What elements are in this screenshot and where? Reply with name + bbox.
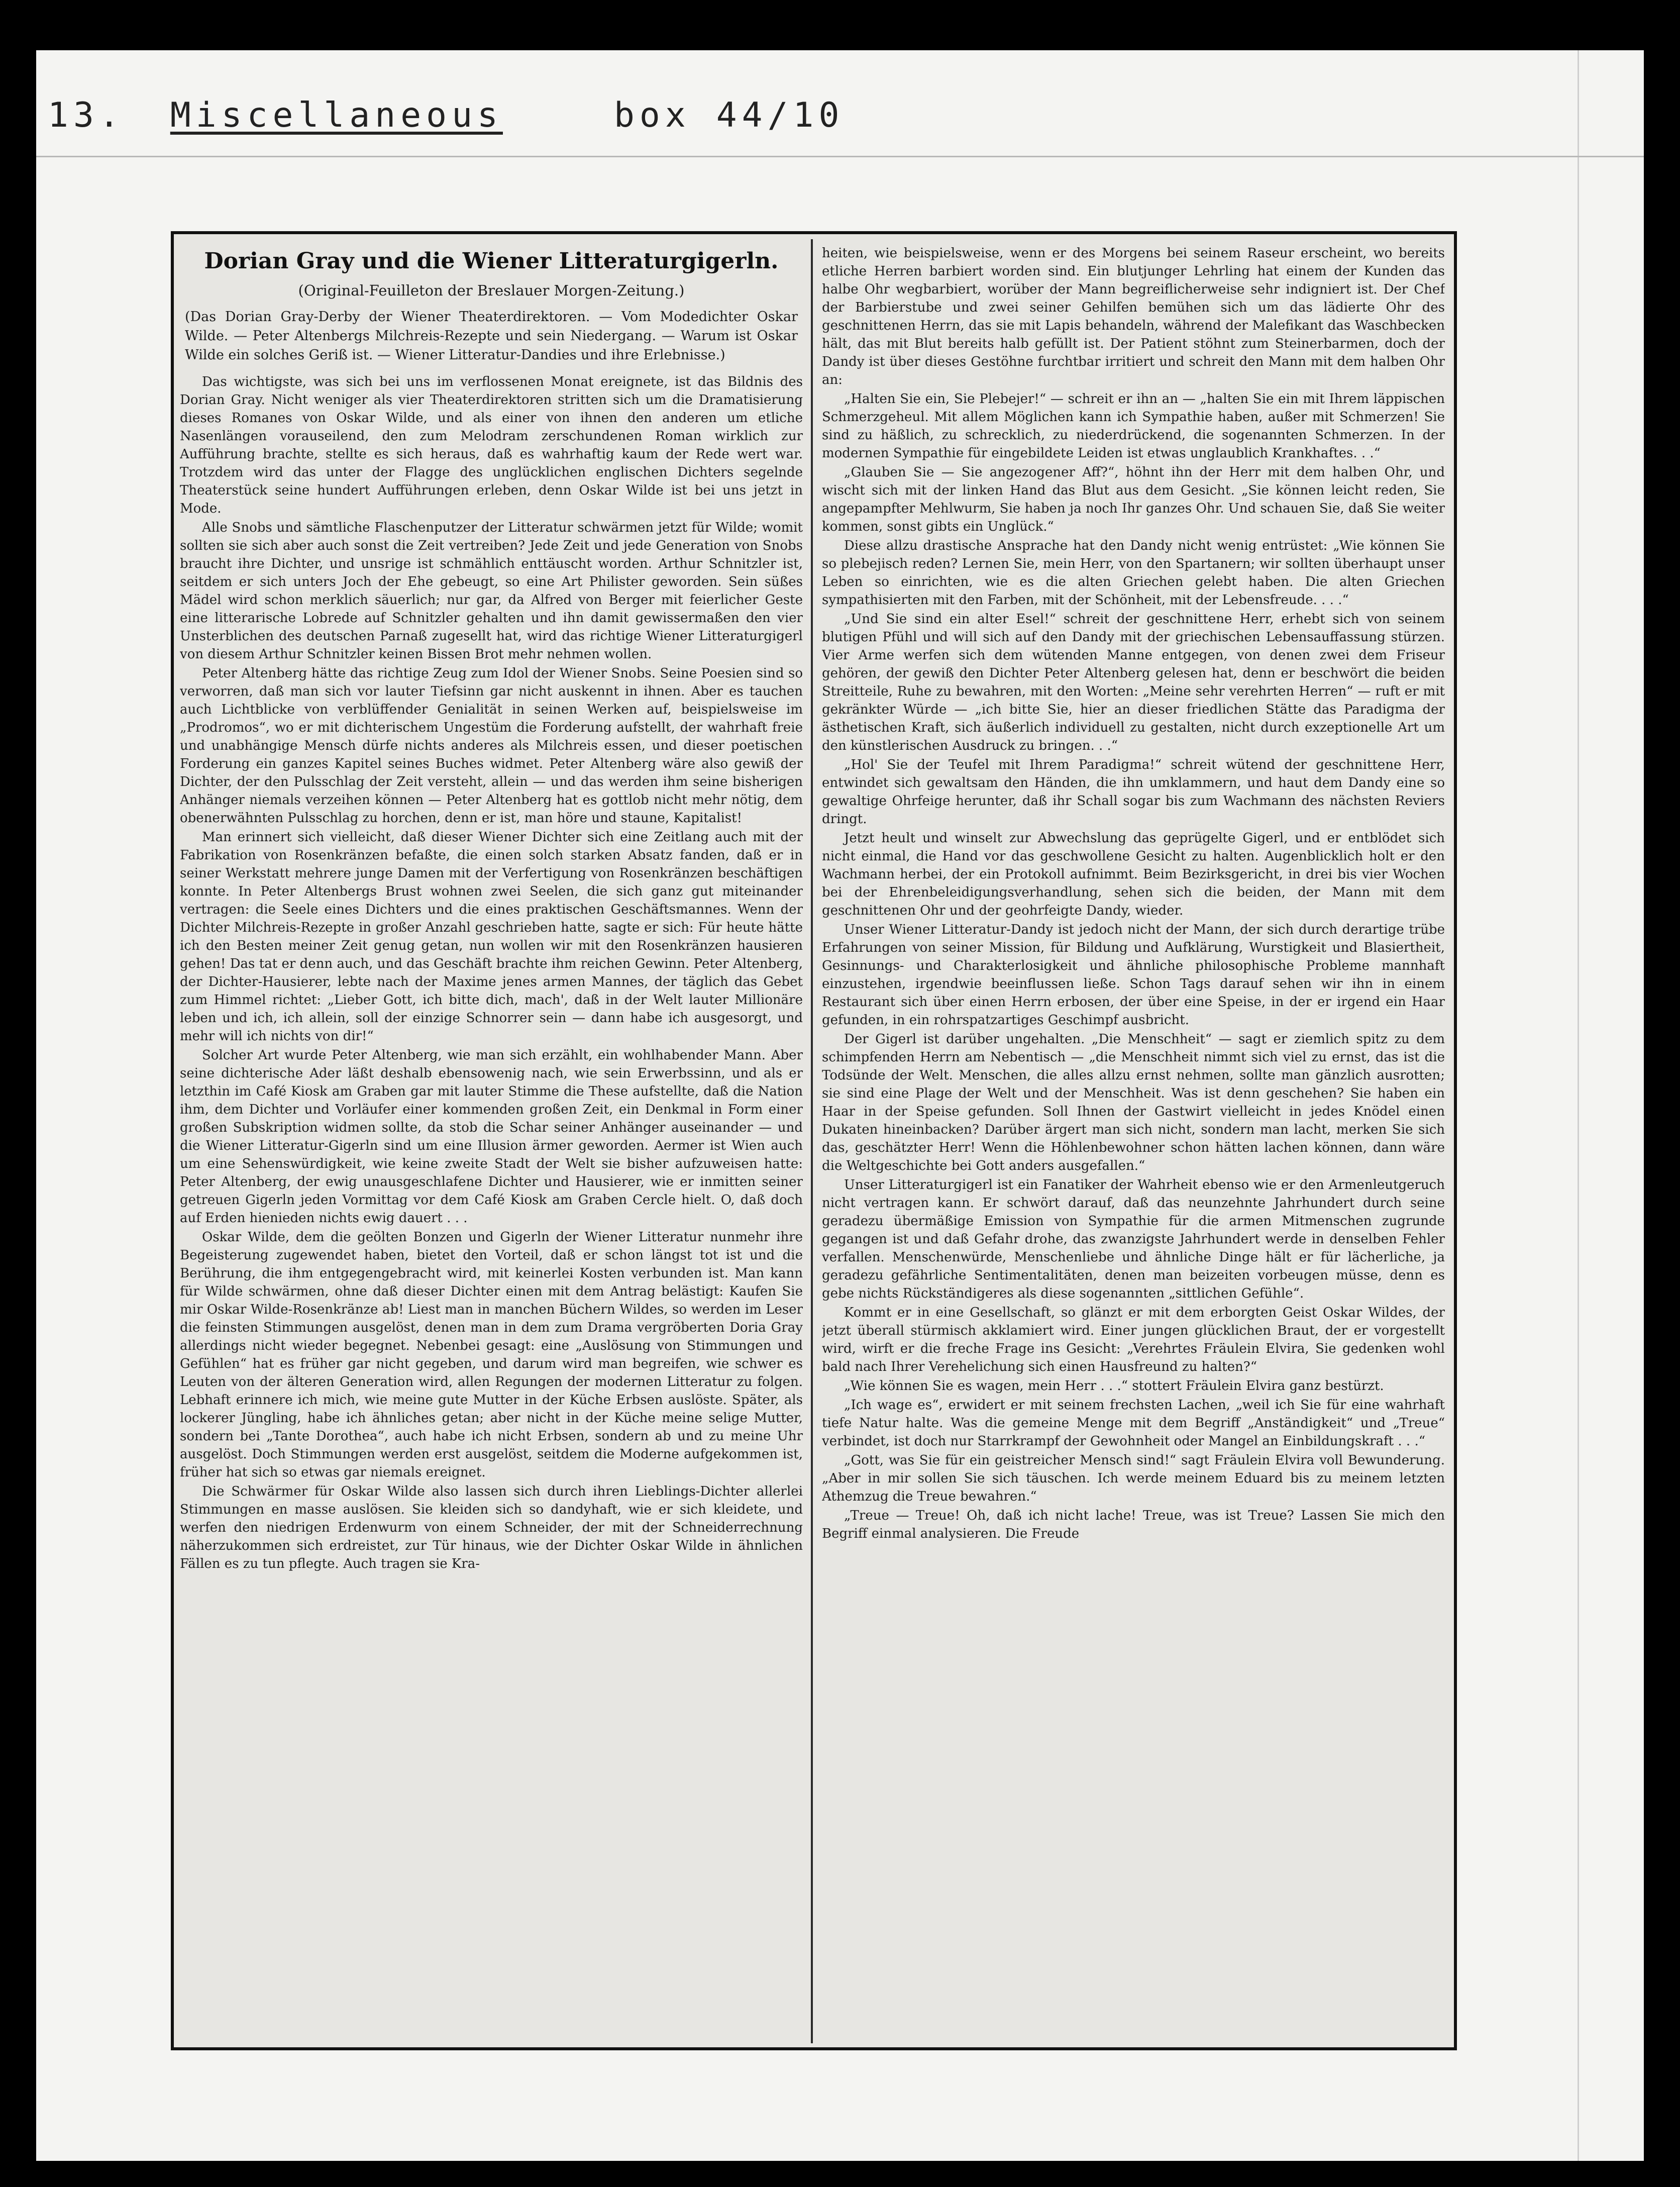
folder-number: 13.	[48, 95, 125, 135]
paragraph: Peter Altenberg hätte das richtige Zeug zum Idol der Wiener Snobs. Seine Poesien sind so verworren, daß man sich vor lauter Tiefsinn gar nicht auskennt in ihnen. Aber es tauchen auch Lichtblicke von verblüffender Genialität in seinen Werken auf, beispielsweise im „Prodromos“, wo er mit dichterischem Ungestüm die Forderung aufstellt, der wahrhaft freie und unabhängige Mensch dürfe nichts anderes als Milchreis essen, und dieser poetischen Forderung ein ganzes Kapitel seines Buches widmet. Peter Altenberg wäre also gewiß der Dichter, der den Pulsschlag der Zeit versteht, allein — und das werden ihm seine bisherigen Anhänger niemals verzeihen können — Peter Altenberg hat es gottlob nicht mehr nötig, dem obenerwähnten Pulsschlag zu horchen, denn er ist, man höre und staune, Kapitalist!	[180, 666, 803, 826]
paragraph: Man erinnert sich vielleicht, daß dieser Wiener Dichter sich eine Zeitlang auch mit der Fabrikation von Rosenkränzen befaßte, die einen solch starken Absatz fanden, daß er in seiner Werkstatt mehrere junge Damen mit der Verfertigung von Rosenkränzen beschäftigen konnte. In Peter Altenbergs Brust wohnen zwei Seelen, die sich ganz gut miteinander vertragen: die Seele eines Dichters und die eines praktischen Geschäftsmannes. Wenn der Dichter Milchreis-Rezepte in großer Anzahl geschrieben hatte, sagte er sich: Für heute hätte ich den Besten meiner Zeit genug getan, nun wollen wir mit den Rosenkränzen hausieren gehen! Das tat er denn auch, und das Geschäft brachte ihm reichen Gewinn. Peter Altenberg, der Dichter-Hausierer, lebte nach der Maxime jenes armen Mannes, der täglich das Gebet zum Himmel richtet: „Lieber Gott, ich bitte dich, mach', daß in der Welt lauter Millionäre leben und ich, ich allein, soll der einzige Schnorrer sein — dann habe ich ausgesorgt, und mehr will ich nichts von dir!“	[180, 830, 803, 1044]
category-label: Miscellaneous	[170, 95, 503, 135]
paragraph: Unser Wiener Litteratur-Dandy ist jedoch nicht der Mann, der sich durch derartige trübe Erfahrungen von seiner Mission, für Bildung und Aufklärung, Wurstigkeit und Blasiertheit, Gesinnungs- und Charakterlosigkeit und ähnliche philosophische Probleme mannhaft einzustehen, irgendwie beeinflussen ließe. Schon Tags darauf sehen wir ihn in einem Restaurant sich über einen Herrn erbosen, der über eine Speise, in der er irgend ein Haar gefunden, in ein rohrspatzartiges Geschimpf ausbricht.	[822, 922, 1445, 1028]
paragraph: Diese allzu drastische Ansprache hat den Dandy nicht wenig entrüstet: „Wie können Sie so plebejisch reden? Lernen Sie, mein Herr, von den Spartanern; wir sollten überhaupt unser Leben so einrichten, wie es die alten Griechen gelebt haben. Die alten Griechen sympathisierten mit den Farben, mit der Schönheit, mit der Lebensfreude. . . .“	[822, 538, 1445, 608]
paragraph: „Treue — Treue! Oh, daß ich nicht lache! Treue, was ist Treue? Lassen Sie mich den Begriff einmal analysieren. Die Freude	[822, 1508, 1445, 1541]
left-column	[180, 244, 803, 2033]
paragraph: „Wie können Sie es wagen, mein Herr . . .“ stottert Fräulein Elvira ganz bestürzt.	[844, 1378, 1384, 1394]
archive-header	[48, 95, 844, 135]
paragraph: „Ich wage es“, erwidert er mit seinem frechsten Lachen, „weil ich Sie für eine wahrhaft tiefe Natur halte. Was die gemeine Menge mit dem Begriff „Anständigkeit“ und „Treue“ verbindet, ist doch nur Starrkrampf der Gewohnheit oder Mangel an Einbildungskraft . . .“	[822, 1398, 1445, 1449]
paragraph: „Hol' Sie der Teufel mit Ihrem Paradigma!“ schreit wütend der geschnittene Herr, entwindet sich gewaltsam den Händen, die ihn umklammern, und haut dem Dandy eine so gewaltige Ohrfeige herunter, daß ihr Schall sogar bis zum Wachmann des nächsten Reviers dringt.	[822, 757, 1445, 827]
header-divider	[36, 156, 1644, 157]
paragraph: Jetzt heult und winselt zur Abwechslung das geprügelte Gigerl, und er entblödet sich nicht einmal, die Hand vor das geschwollene Gesicht zu halten. Augenblicklich holt er den Wachmann herbei, der ein Protokoll aufnimmt. Beim Bezirksgericht, in drei bis vier Wochen bei der Ehrenbeleidigungsverhandlung, sehen sich die beiden, der Mann mit dem geschnittenen Ohr und der geohrfeigte Dandy, wieder.	[822, 831, 1445, 918]
paragraph: Oskar Wilde, dem die geölten Bonzen und Gigerln der Wiener Litteratur nunmehr ihre Begeisterung zugewendet haben, bietet den Vorteil, daß er schon längst tot ist und die Berührung, die ihm entgegengebracht wird, mit keinerlei Kosten verbunden ist. Man kann für Wilde schwärmen, ohne daß dieser Dichter einen mit dem Antrag belästigt: Kaufen Sie mir Oskar Wilde-Rosenkränze ab! Liest man in manchen Büchern Wildes, so werden im Leser die feinsten Stimmungen ausgelöst, denen man in dem zum Drama vergröberten Doria Gray allerdings nicht wieder begegnet. Nebenbei gesagt: eine „Auslösung von Stimmungen und Gefühlen“ hat es früher gar nicht gegeben, und darum wird man begreifen, wie schwer es Leuten von der älteren Generation wird, allen Regungen der modernen Litteratur zu folgen. Lebhaft erinnere ich mich, wie meine gute Mutter in der Küche Erbsen auslöste. Später, als lockerer Jüngling, habe ich ähnliches getan; aber nicht in der Küche meine selige Mutter, sondern bei „Tante Dorothea“, auch habe ich nicht Erbsen, sondern ab und zu meine Uhr ausgelöst. Doch Stimmungen werden erst ausgelöst, seitdem die Moderne aufgekommen ist, früher hat sich so etwas gar niemals ereignet.	[180, 1230, 803, 1480]
article-title: Dorian Gray und die Wiener Litteraturgigerln.	[204, 248, 779, 274]
paragraph: Die Schwärmer für Oskar Wilde also lassen sich durch ihren Lieblings-Dichter allerlei Stimmungen en masse auslösen. Sie kleiden sich so dandyhaft, wie er sich kleidete, und werfen den niedrigen Erdenwurm von einem Schneider, der mit der Schneiderrechnung näherzukommen sich erdreistet, zur Tür hinaus, wie der Dichter Oskar Wilde in ähnlichen Fällen es zu tun pflegte. Auch tragen sie Kra-	[180, 1484, 803, 1571]
page-fold	[1578, 50, 1579, 2161]
paragraph: „Gott, was Sie für ein geistreicher Mensch sind!“ sagt Fräulein Elvira voll Bewunderung. „Aber in mir sollen Sie sich täuschen. Ich werde meinem Eduard bis zu meinem letzten Athemzug die Treue bewahren.“	[822, 1453, 1445, 1504]
article-subtitle: (Original-Feuilleton der Breslauer Morgen-Zeitung.)	[298, 282, 685, 299]
paragraph: heiten, wie beispielsweise, wenn er des Morgens bei seinem Raseur erscheint, wo bereits etliche Herren barbiert worden sind. Ein blutjunger Lehrling hat einem der Kunden das halbe Ohr wegbarbiert, worüber der Mann begreiflicherweise sehr indigniert ist. Der Chef der Barbierstube und zwei seiner Gehilfen bemühen sich um das lädierte Ohr des geschnittenen Herrn, das sie mit Lapis behandeln, während der Malefikant das Waschbecken hält, das mit Blut bereits halb gefüllt ist. Der Patient stöhnt zum Steinerbarmen, doch der Dandy ist über dieses Gestöhne furchtbar irritiert und schreit den Mann mit dem halben Ohr an:	[822, 246, 1445, 387]
article-summary: (Das Dorian Gray-Derby der Wiener Theaterdirektoren. — Vom Modedichter Oskar Wilde. — Peter Altenbergs Milchreis-Rezepte und sein Niedergang. — Warum ist Oskar Wilde ein solches Geriß ist. — Wiener Litteratur-Dandies und ihre Erlebnisse.)	[185, 309, 798, 363]
paragraph: „Und Sie sind ein alter Esel!“ schreit der geschnittene Herr, erhebt sich von seinem blutigen Pfühl und will sich auf den Dandy mit der griechischen Lebensauffassung stürzen. Vier Arme werfen sich dem wütenden Manne entgegen, von denen zwei dem Friseur gehören, der gewiß den Dichter Peter Altenberg gelesen hat, denn er beschwört die beiden Streitteile, Ruhe zu bewahren, mit den Worten: „Meine sehr verehrten Herren“ — ruft er mit gekränkter Würde — „ich bitte Sie, hier an dieser friedlichen Stätte das Paradigma der ästhetischen Kraft, sich äußerlich individuell zu gestalten, nicht durch exzeptionelle Art um den künstlerischen Ausdruck zu bringen. . .“	[822, 612, 1445, 753]
right-column	[822, 244, 1445, 2033]
column-rule	[811, 239, 813, 2043]
paragraph: Unser Litteraturgigerl ist ein Fanatiker der Wahrheit ebenso wie er den Armenleutgeruch nicht vertragen kann. Er schwört darauf, daß das neunzehnte Jahrhundert durch seine geradezu übermäßige Emission von Sympathie für die armen Mitmenschen zugrunde gegangen ist und daß Gefahr drohe, das zwanzigste Jahrhundert werde in denselben Fehler verfallen. Menschenwürde, Menschenliebe und ähnliche Dinge hält er für lächerliche, ja geradezu gefährliche Sentimentalitäten, denen man beizeiten vorbeugen müsse, denn es gebe nichts Rückständigeres als diese sogenannten „sittlichen Gefühle“.	[822, 1177, 1445, 1301]
newspaper-clipping	[171, 231, 1457, 2050]
paragraph: Das wichtigste, was sich bei uns im verflossenen Monat ereignete, ist das Bildnis des Dorian Gray. Nicht weniger als vier Theaterdirektoren stritten sich um die Dramatisierung dieses Romanes von Oskar Wilde, und als einer von ihnen den anderen um etliche Nasenlängen vorauseilend, den zum Melodram zerschundenen Roman wirklich zur Aufführung brachte, stellte es sich heraus, daß es wahrhaftig kaum der Rede wert war. Trotzdem wird das unter der Flagge des unglücklichen englischen Dichters segelnde Theaterstück seine hundert Aufführungen erleben, denn Oskar Wilde ist bei uns jetzt in Mode.	[180, 374, 803, 516]
paragraph: Solcher Art wurde Peter Altenberg, wie man sich erzählt, ein wohlhabender Mann. Aber seine dichterische Ader läßt deshalb ebensowenig nach, wie sein Erwerbssinn, und als er letzthin im Café Kiosk am Graben gar mit lauter Stimme die These aufstellte, daß die Nation ihm, dem Dichter und Vorläufer einer kommenden großen Zeit, ein Denkmal in Form einer großen Subskription widmen sollte, da stob die Schar seiner Anhänger auseinander — und die Wiener Litteratur-Gigerln sind um eine Illusion ärmer geworden. Aermer ist Wien auch um eine Sehenswürdigkeit, wie keine zweite Stadt der Welt sie bisher aufzuweisen hatte: Peter Altenberg, der ewig unausgeschlafene Dichter und Hausierer, wie er inmitten seiner getreuen Gigerln jeden Vormittag vor dem Café Kiosk am Graben Cercle hielt. O, daß doch auf Erden hienieden nichts ewig dauert . . .	[180, 1048, 803, 1226]
paragraph: Der Gigerl ist darüber ungehalten. „Die Menschheit“ — sagt er ziemlich spitz zu dem schimpfenden Herrn am Nebentisch — „die Menschheit nimmt sich viel zu ernst, das ist die Todsünde der Welt. Menschen, die alles allzu ernst nehmen, sollte man gänzlich ausrotten; sie sind eine Plage der Welt und der Menschheit. Was ist denn geschehen? Sie haben ein Haar in der Speise gefunden. Soll Ihnen der Gastwirt vielleicht in jedes Knödel einen Dukaten hineinbacken? Darüber ärgert man sich nicht, sondern man lacht, merken Sie sich das, geschätzter Herr! Wenn die Höhlenbewohner schon hätten lachen können, dann wäre die Weltgeschichte bei Gott anders ausgefallen.“	[822, 1032, 1445, 1173]
paragraph: „Halten Sie ein, Sie Plebejer!“ — schreit er ihn an — „halten Sie ein mit Ihrem läppischen Schmerzgeheul. Mit allem Möglichen kann ich Sympathie haben, außer mit Schmerzen! Sie sind zu häßlich, zu schrecklich, zu niederdrückend, die sogenannten Schmerzen. In der modernen Sympathie für eingebildete Leiden ist etwas unglaublich Krankhaftes. . .“	[822, 391, 1445, 461]
box-label: box 44/10	[613, 95, 845, 135]
paragraph: Alle Snobs und sämtliche Flaschenputzer der Litteratur schwärmen jetzt für Wilde; womit sollten sie sich aber auch sonst die Zeit vertreiben? Jede Zeit und jede Generation von Snobs braucht ihre Dichter, und unsrige ist schmählich enttäuscht worden. Arthur Schnitzler ist, seitdem er sich unters Joch der Ehe gebeugt, so eine Art Philister geworden. Sein süßes Mädel wird schon merklich säuerlich; nur gar, da Alfred von Berger mit feierlicher Geste eine litterarische Lobrede auf Schnitzler gehalten und ihn damit gewissermaßen den vier Unsterblichen des deutschen Parnaß zugesellt hat, wird das richtige Wiener Litteraturgigerl von diesem Arthur Schnitzler keinen Bissen Brot mehr nehmen wollen.	[180, 520, 803, 662]
paragraph: Kommt er in eine Gesellschaft, so glänzt er mit dem erborgten Geist Oskar Wildes, der jetzt überall stürmisch akklamiert wird. Einer jungen glücklichen Braut, der er vorgestellt wird, wirft er die freche Frage ins Gesicht: „Verehrtes Fräulein Elvira, Sie gedenken wohl bald nach Ihrer Verehelichung sich einen Hausfreund zu halten?“	[822, 1305, 1445, 1374]
paragraph: „Glauben Sie — Sie angezogener Aff?“, höhnt ihn der Herr mit dem halben Ohr, und wischt sich mit der linken Hand das Blut aus dem Gesicht. „Sie können leicht reden, Sie angepampfter Mehlwurm, Sie haben ja noch Ihr ganzes Ohr. Und schauen Sie, daß Sie weiter kommen, sonst gibts ein Unglück.“	[822, 465, 1445, 534]
